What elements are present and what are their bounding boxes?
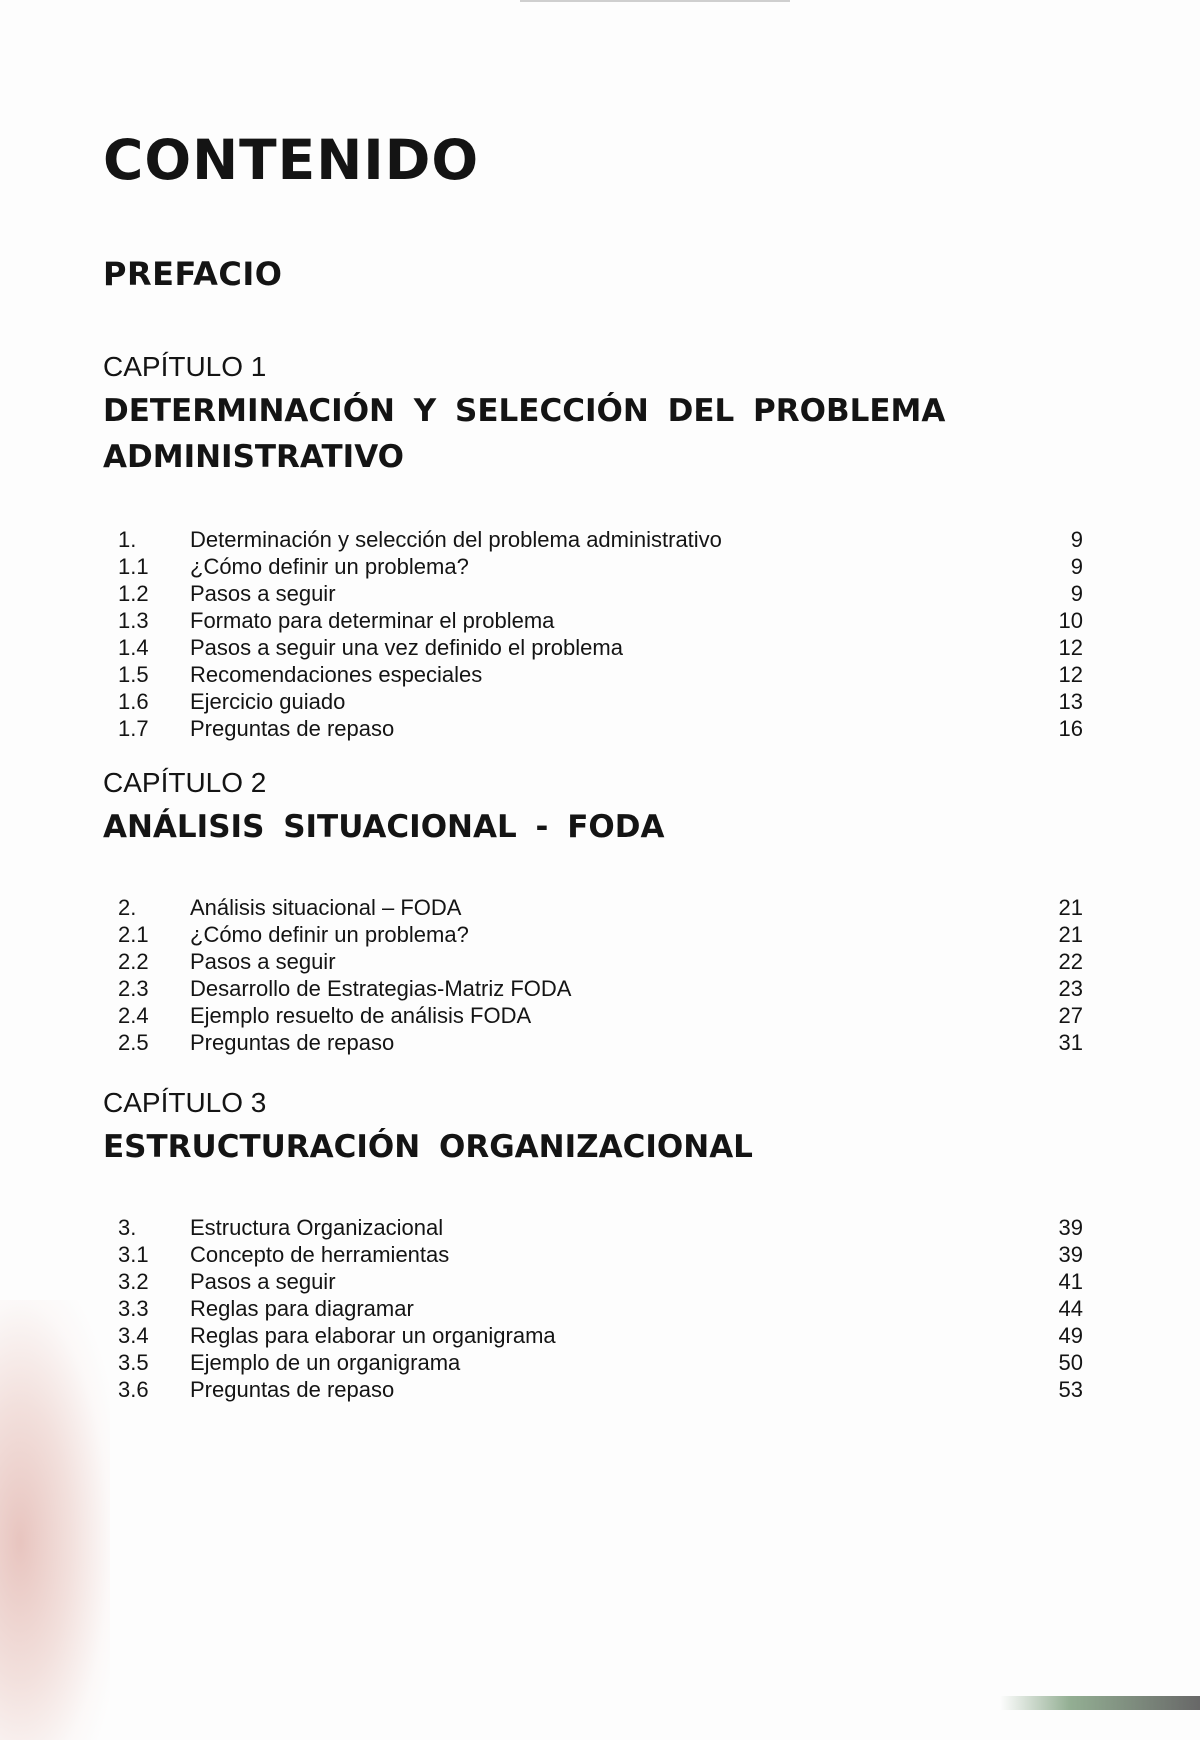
toc-page-number: 12: [1058, 635, 1083, 660]
toc-entry: [103, 553, 1103, 580]
toc-page-number: 31: [1058, 1030, 1083, 1055]
toc-text: Pasos a seguir: [190, 949, 336, 974]
toc-page-number: 21: [1058, 895, 1083, 920]
toc-page-number: 23: [1058, 976, 1083, 1001]
toc-entry: [103, 580, 1103, 607]
toc-text: Formato para determinar el problema: [190, 608, 555, 633]
toc-entry: [103, 1295, 1103, 1322]
toc-entry: [103, 1241, 1103, 1268]
toc-number: 3.3: [118, 1296, 149, 1321]
toc-number: 2.3: [118, 976, 149, 1001]
toc-page-number: 21: [1058, 922, 1083, 947]
toc-text: Desarrollo de Estrategias-Matriz FODA: [190, 976, 572, 1001]
toc-number: 1.2: [118, 581, 149, 606]
scan-stain: [0, 1300, 110, 1740]
toc-entry: [103, 1214, 1103, 1241]
toc-text: Estructura Organizacional: [190, 1215, 444, 1240]
toc-text: Ejemplo de un organigrama: [190, 1350, 461, 1375]
toc-text: Preguntas de repaso: [190, 1030, 395, 1055]
toc-text: Concepto de herramientas: [190, 1242, 450, 1267]
chapter-3: [103, 1086, 1103, 1402]
toc-number: 3.1: [118, 1242, 149, 1267]
toc-list: [103, 894, 1103, 1056]
toc-number: 3.4: [118, 1323, 149, 1348]
toc-number: 2.4: [118, 1003, 149, 1028]
toc-page-number: 9: [1070, 527, 1083, 552]
toc-page-number: 41: [1058, 1269, 1083, 1294]
toc-entry: [103, 894, 1103, 921]
toc-page-number: 12: [1058, 662, 1083, 687]
page-title: CONTENIDO: [103, 128, 480, 192]
toc-entry: [103, 661, 1103, 688]
toc-text: Pasos a seguir: [190, 581, 336, 606]
toc-entry: [103, 1349, 1103, 1376]
toc-number: 3.2: [118, 1269, 149, 1294]
toc-text: Preguntas de repaso: [190, 716, 395, 741]
scan-edge-artifact: [520, 0, 790, 2]
chapter-label: CAPÍTULO 3: [103, 1087, 267, 1118]
toc-list: [103, 1214, 1103, 1403]
toc-text: Reglas para diagramar: [190, 1296, 414, 1321]
toc-number: 1.1: [118, 554, 149, 579]
chapter-label: CAPÍTULO 2: [103, 767, 267, 798]
toc-entry: [103, 975, 1103, 1002]
toc-page-number: 53: [1058, 1377, 1083, 1402]
toc-number: 1.: [118, 527, 137, 552]
toc-page-number: 49: [1058, 1323, 1083, 1348]
toc-entry: [103, 1029, 1103, 1056]
toc-number: 2.1: [118, 922, 149, 947]
toc-number: 3.5: [118, 1350, 149, 1375]
toc-page-number: 50: [1058, 1350, 1083, 1375]
chapter-2: [103, 766, 1103, 1055]
chapter-title: ESTRUCTURACIÓN ORGANIZACIONAL: [103, 1129, 753, 1165]
toc-text: Determinación y selección del problema administrativo: [190, 527, 722, 552]
preface-heading: PREFACIO: [103, 255, 283, 293]
toc-entry: [103, 1376, 1103, 1403]
toc-number: 1.3: [118, 608, 149, 633]
toc-page-number: 9: [1070, 554, 1083, 579]
toc-entry: [103, 948, 1103, 975]
toc-entry: [103, 634, 1103, 661]
toc-text: Pasos a seguir una vez definido el problema: [190, 635, 623, 660]
toc-number: 1.5: [118, 662, 149, 687]
toc-entry: [103, 526, 1103, 553]
toc-number: 1.4: [118, 635, 149, 660]
toc-page-number: 27: [1058, 1003, 1083, 1028]
chapter-1: [103, 350, 1103, 741]
toc-page-number: 10: [1058, 608, 1083, 633]
toc-page-number: 22: [1058, 949, 1083, 974]
toc-entry: [103, 715, 1103, 742]
toc-entry: [103, 607, 1103, 634]
toc-number: 1.7: [118, 716, 149, 741]
toc-page-number: 39: [1058, 1215, 1083, 1240]
toc-list: [103, 526, 1103, 742]
toc-text: ¿Cómo definir un problema?: [190, 922, 469, 947]
toc-number: 2.2: [118, 949, 149, 974]
toc-entry: [103, 1002, 1103, 1029]
toc-page-number: 16: [1058, 716, 1083, 741]
toc-number: 1.6: [118, 689, 149, 714]
toc-entry: [103, 688, 1103, 715]
scan-corner-artifact: [1000, 1696, 1200, 1710]
toc-page-number: 13: [1058, 689, 1083, 714]
chapter-title: DETERMINACIÓN Y SELECCIÓN DEL PROBLEMA ADMINISTRATIVO: [103, 393, 946, 475]
toc-number: 2.: [118, 895, 137, 920]
toc-text: Reglas para elaborar un organigrama: [190, 1323, 556, 1348]
toc-text: Preguntas de repaso: [190, 1377, 395, 1402]
toc-entry: [103, 1268, 1103, 1295]
toc-entry: [103, 921, 1103, 948]
toc-page-number: 9: [1070, 581, 1083, 606]
toc-page-number: 44: [1058, 1296, 1083, 1321]
toc-text: ¿Cómo definir un problema?: [190, 554, 469, 579]
toc-number: 3.: [118, 1215, 137, 1240]
toc-text: Recomendaciones especiales: [190, 662, 483, 687]
toc-number: 3.6: [118, 1377, 149, 1402]
toc-text: Análisis situacional – FODA: [190, 895, 462, 920]
toc-text: Pasos a seguir: [190, 1269, 336, 1294]
toc-text: Ejercicio guiado: [190, 689, 346, 714]
chapter-title: ANÁLISIS SITUACIONAL - FODA: [103, 809, 665, 845]
toc-entry: [103, 1322, 1103, 1349]
toc-page-number: 39: [1058, 1242, 1083, 1267]
toc-text: Ejemplo resuelto de análisis FODA: [190, 1003, 532, 1028]
toc-number: 2.5: [118, 1030, 149, 1055]
chapter-label: CAPÍTULO 1: [103, 351, 267, 382]
